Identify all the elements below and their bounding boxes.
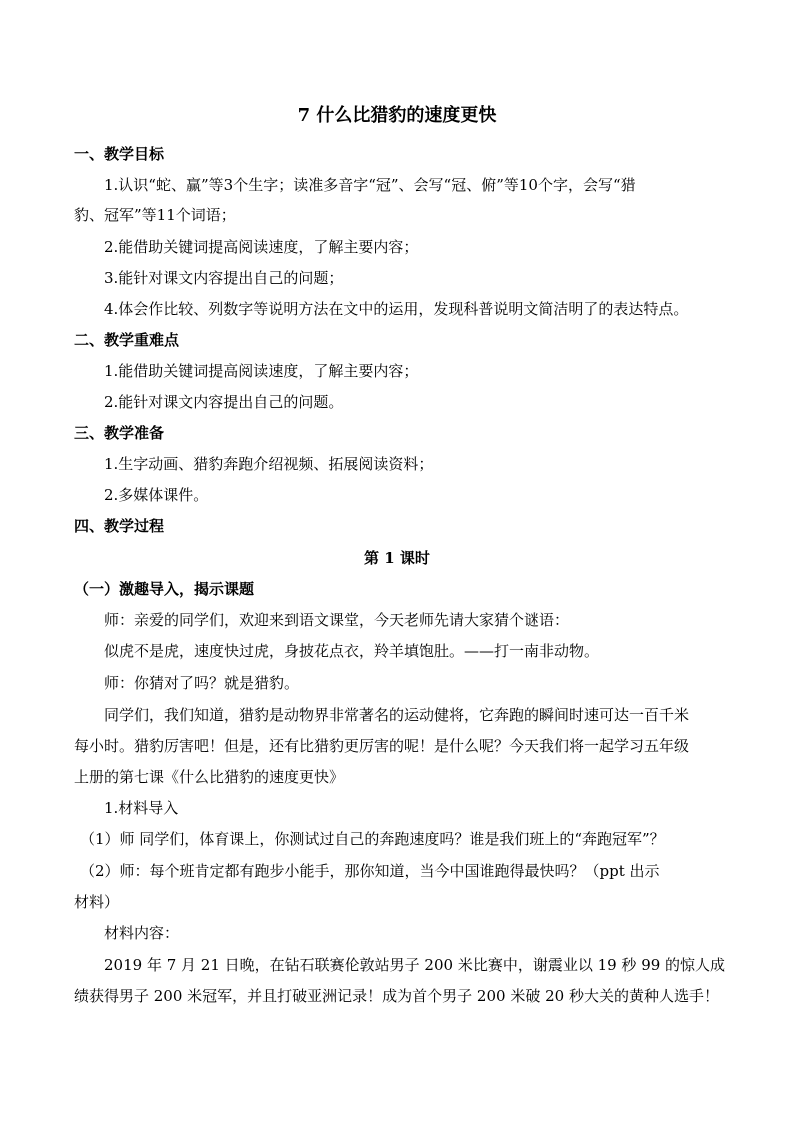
paragraph: 每小时。猎豹厉害吧！但是，还有比猎豹更厉害的呢！是什么呢？今天我们将一起学习五年级 [74,737,690,755]
paragraph: 绩获得男子 200 米冠军，并且打破亚洲记录！成为首个男子 200 米破 20 秒大关的黄种人选手！ [74,987,719,1005]
paragraph: 同学们，我们知道，猎豹是动物界非常著名的运动健将，它奔跑的瞬间时速可达一百千米 [104,706,690,724]
section-heading-process: 四、教学过程 [74,517,165,535]
paragraph: 1.能借助关键词提高阅读速度，了解主要内容； [104,362,419,380]
paragraph: （1）师 同学们，体育课上，你测试过自己的奔跑速度吗？谁是我们班上的“奔跑冠军”？ [80,830,665,848]
paragraph: 材料） [74,893,120,911]
paragraph: 2.能针对课文内容提出自己的问题。 [104,393,344,411]
period-heading: 第 1 课时 [364,549,430,567]
paragraph: 师：你猜对了吗？就是猎豹。 [104,674,300,692]
paragraph: 1.生字动画、猎豹奔跑介绍视频、拓展阅读资料； [104,455,434,473]
paragraph: （2）师：每个班肯定都有跑步小能手，那你知道，当今中国谁跑得最快吗？（ppt 出示 [80,862,660,880]
paragraph: 上册的第七课《什么比猎豹的速度更快》 [74,768,345,786]
paragraph: 师：亲爱的同学们，欢迎来到语文课堂，今天老师先请大家猜个谜语： [104,611,570,629]
paragraph: 1.认识“蛇、赢”等3个生字；读准多音字“冠”、会写“冠、俯”等10个字，会写“猎 [104,176,636,194]
paragraph: 2.能借助关键词提高阅读速度，了解主要内容； [104,238,419,256]
paragraph: 似虎不是虎，速度快过虎，身披花点衣，羚羊填饱肚。——打一南非动物。 [104,642,600,660]
paragraph: 1.材料导入 [104,799,179,817]
part-heading: （一）激趣导入，揭示课题 [74,580,255,598]
section-heading-key-points: 二、教学重难点 [74,331,180,349]
paragraph: 2.多媒体课件。 [104,486,209,504]
paragraph: 豹、冠军”等11个词语； [74,206,236,224]
paragraph: 材料内容： [104,924,180,942]
section-heading-preparation: 三、教学准备 [74,424,165,442]
paragraph: 4.体会作比较、列数字等说明方法在文中的运用，发现科普说明文简洁明了的表达特点。 [104,300,689,318]
document-title: 7 什么比猎豹的速度更快 [297,105,497,126]
paragraph: 3.能针对课文内容提出自己的问题； [104,269,344,287]
section-heading-objectives: 一、教学目标 [74,145,165,163]
paragraph: 2019 年 7 月 21 日晚，在钻石联赛伦敦站男子 200 米比赛中，谢震业以 19 秒 99 的惊人成 [104,956,726,974]
